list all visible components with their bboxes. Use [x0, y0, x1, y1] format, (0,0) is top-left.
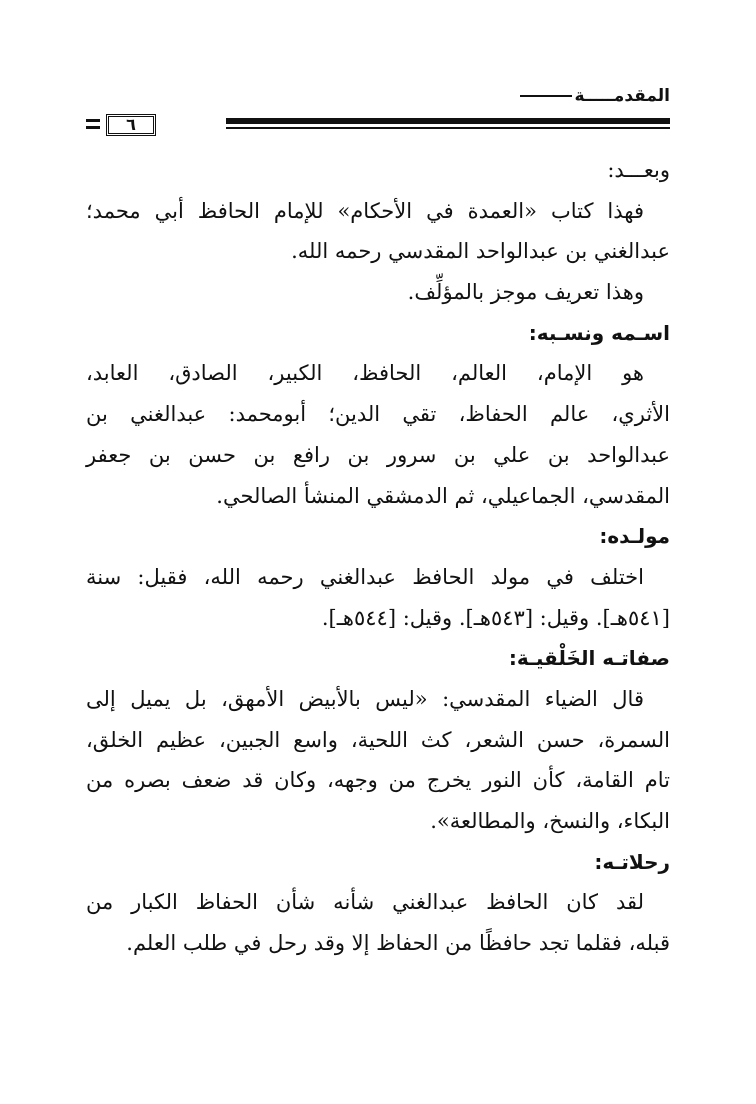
- body-line: عبدالغني بن عبدالواحد المقدسي رحمه الله.: [291, 239, 670, 264]
- body-line: فهذا كتاب «العمدة في الأحكام» للإمام الحافظ أبي محمد؛: [86, 198, 644, 223]
- body-line: قال الضياء المقدسي: «ليس بالأبيض الأمهق، بل يميل إلى: [86, 686, 644, 711]
- section-heading-birth: مولـده:: [599, 524, 670, 549]
- body-line: [٥٤١هـ]. وقيل: [٥٤٣هـ]. وقيل: [٥٤٤هـ].: [321, 605, 670, 630]
- body-line: قبله، فقلما تجد حافظًا من الحفاظ إلا وقد رحل في طلب العلم.: [126, 931, 670, 956]
- body-line: تام القامة، كأن النور يخرج من وجهه، وكان قد ضعف بصره من: [86, 768, 670, 793]
- header-rule: [86, 114, 670, 138]
- page-body: [86, 150, 670, 964]
- corner-mark: [86, 119, 100, 122]
- body-line: البكاء، والنسخ، والمطالعة».: [430, 809, 670, 833]
- corner-mark: [86, 126, 100, 129]
- opening-word: وبعـــد:: [607, 158, 670, 182]
- body-line: السمرة، حسن الشعر، كث اللحية، واسع الجبين، عظيم الخلق،: [86, 727, 670, 752]
- body-line: وهذا تعريف موجز بالمؤلِّف.: [407, 280, 644, 305]
- header-double-rule: [226, 118, 670, 129]
- body-line: هو الإمام، العالم، الحافظ، الكبير، الصادق، العابد،: [86, 361, 644, 386]
- running-title: المقدمـــــة: [520, 86, 670, 106]
- body-line: الأثري، عالم الحفاظ، تقي الدين؛ أبومحمد: عبدالغني بن: [86, 402, 670, 427]
- body-line: اختلف في مولد الحافظ عبدالغني رحمه الله، فقيل: سنة: [86, 564, 644, 589]
- page-number: ٦: [106, 114, 156, 136]
- section-heading-name-lineage: اسـمه ونسـبه:: [528, 320, 670, 345]
- book-page: [86, 0, 670, 1104]
- section-heading-travels: رحلاتـه:: [594, 849, 670, 874]
- body-line: المقدسي، الجماعيلي، ثم الدمشقي المنشأ الصالحي.: [216, 483, 670, 508]
- body-line: لقد كان الحافظ عبدالغني شأنه شأن الحفاظ الكبار من: [86, 890, 644, 915]
- section-heading-physical-traits: صفاتـه الخَلْقيـة:: [508, 646, 670, 671]
- body-line: عبدالواحد بن علي بن سرور بن رافع بن حسن بن جعفر: [86, 442, 670, 467]
